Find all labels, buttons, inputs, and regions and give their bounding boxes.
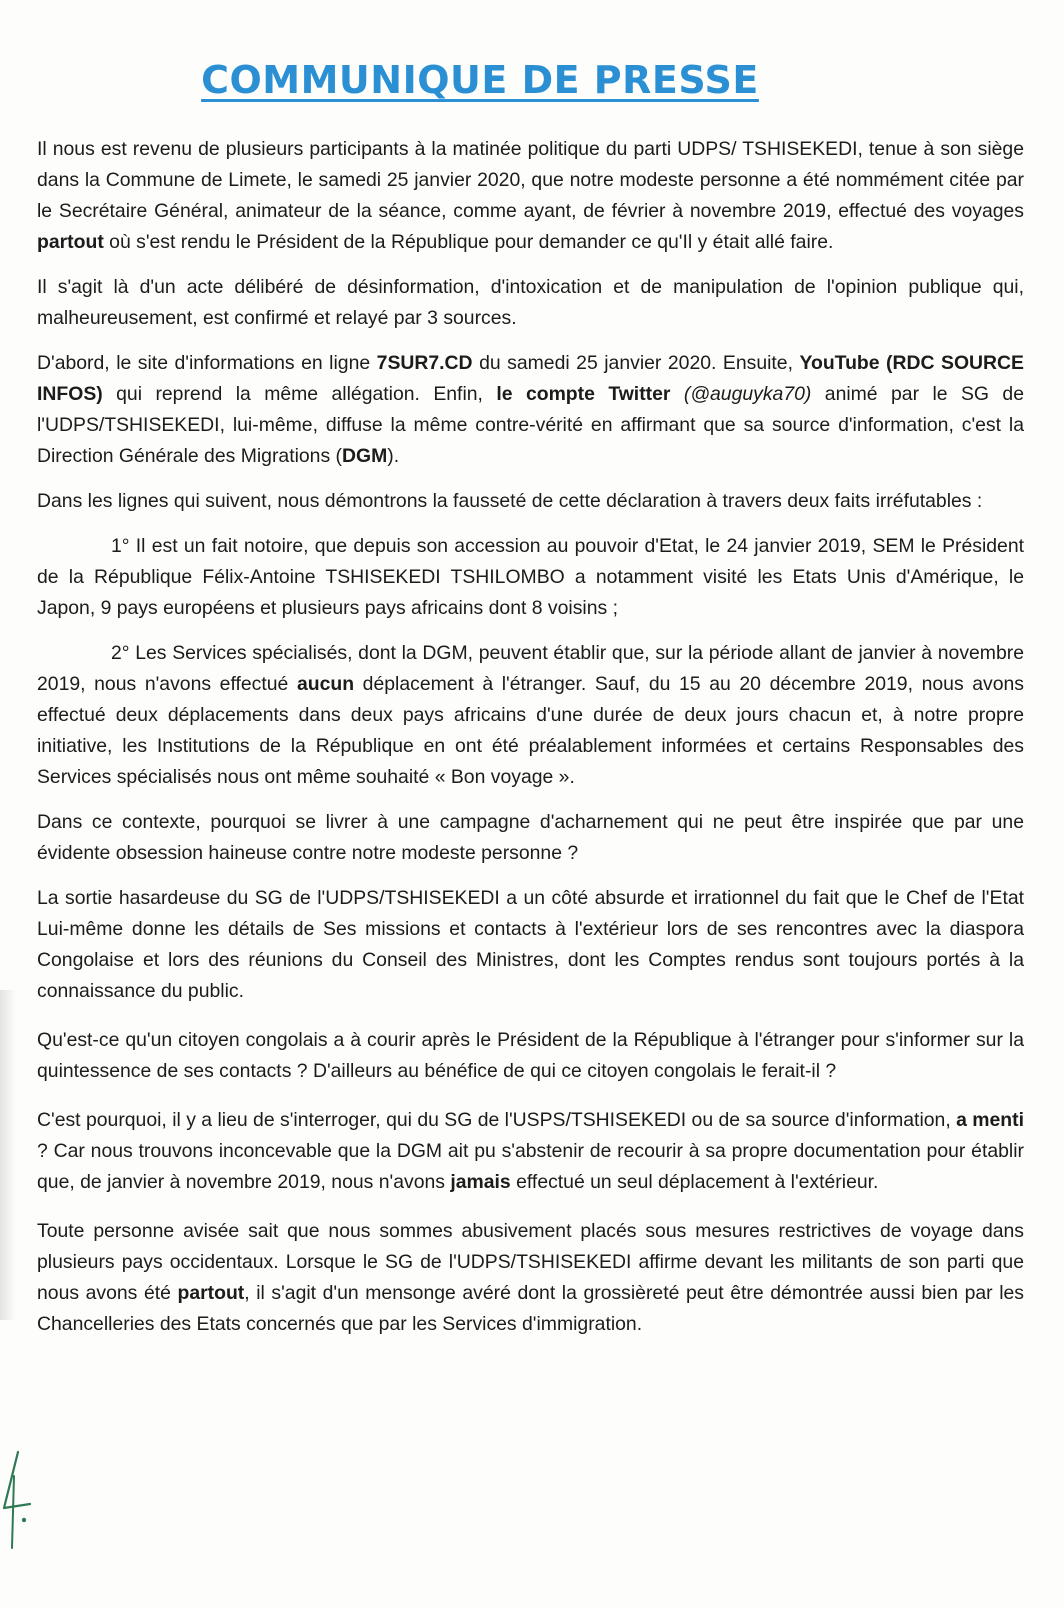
text-run bbox=[670, 383, 683, 405]
bold-run: a menti bbox=[956, 1109, 1024, 1131]
bold-run: aucun bbox=[296, 673, 355, 695]
bold-run: le compte Twitter bbox=[496, 383, 671, 405]
paragraph-7: Dans ce contexte, pourquoi se livrer à une campagne d'acharnement qui ne peut être inspirée que par une évidente obsession haineuse contre notre modeste personne ? bbox=[37, 811, 1024, 864]
paragraph-8: La sortie hasardeuse du SG de l'UDPS/TSHISEKEDI a un côté absurde et irrationnel du fait que le Chef de l'Etat Lui-même donne les détails de Ses missions et contacts à l'extérieur lors de ses rencontres avec la diaspora Congolaise et lors des réunions du Conseil des Ministres, dont les Comptes rendus sont toujours portés à la connaissance du public. bbox=[37, 887, 1024, 1002]
text-run: déplacement à l'étranger. Sauf, du 15 au 20 décembre 2019, nous avons effectué deux déplacements dans deux pays africains d'une durée de deux jours chacun et, à notre propre initiative, les Institutions de la République en ont été préalablement informées et certains Responsables des Services spécialisés nous ont même souhaité « Bon voyage ». bbox=[37, 673, 1025, 788]
text-run: , il s'agit d'un mensonge avéré dont la grossièreté peut être démontrée aussi bien par les Chancelleries des Etats concernés que par les Services d'immigration. bbox=[37, 1282, 1024, 1335]
document-title: COMMUNIQUE DE PRESSE bbox=[201, 58, 759, 102]
italic-run: (@auguyka70) bbox=[683, 383, 812, 405]
text-run: où s'est rendu le Président de la République pour demander ce qu'Il y était allé faire. bbox=[103, 231, 834, 253]
signature-stroke bbox=[4, 1452, 30, 1508]
paragraph-9: Qu'est-ce qu'un citoyen congolais a à courir après le Président de la République à l'étranger pour s'informer sur la quintessence de ses contacts ? D'ailleurs au bénéfice de qui ce citoyen congolais le ferait-il ? bbox=[37, 1029, 1024, 1082]
bold-run: YouTube (RDC SOURCE INFOS) bbox=[37, 352, 1024, 405]
paragraph-11 bbox=[37, 1216, 1024, 1340]
paragraph-6 bbox=[37, 638, 1024, 793]
text-run: qui reprend la même allégation. Enfin, bbox=[102, 383, 497, 405]
bold-run: jamais bbox=[450, 1171, 511, 1193]
bold-run: partout bbox=[37, 231, 104, 253]
text-run: ). bbox=[387, 445, 400, 467]
signature-dot bbox=[22, 1518, 26, 1522]
text-run: du samedi 25 janvier 2020. Ensuite, bbox=[472, 352, 800, 374]
text-run: C'est pourquoi, il y a lieu de s'interroger, qui du SG de l'USPS/TSHISEKEDI ou de sa source d'information, bbox=[37, 1109, 957, 1131]
text-run: animé par le SG de l'UDPS/TSHISEKEDI, lui-même, diffuse la même contre-vérité en affirmant que sa source d'information, c'est la Direction Générale des Migrations ( bbox=[37, 383, 1024, 467]
bold-run: DGM bbox=[342, 445, 388, 467]
text-run: effectué un seul déplacement à l'extérieur. bbox=[510, 1171, 879, 1193]
paragraph-4: Dans les lignes qui suivent, nous démontrons la fausseté de cette déclaration à travers deux faits irréfutables : bbox=[37, 490, 983, 512]
text-run: 2° Les Services spécialisés, dont la DGM, peuvent établir que, sur la période allant de janvier à novembre 2019, nous n'avons effectué bbox=[37, 642, 1024, 695]
text-run: ? Car nous trouvons inconcevable que la DGM ait pu s'abstenir de recourir à sa propre documentation pour établir que, de janvier à novembre 2019, nous n'avons bbox=[37, 1140, 1024, 1193]
text-run: Toute personne avisée sait que nous sommes abusivement placés sous mesures restrictives de voyage dans plusieurs pays occidentaux. Lorsque le SG de l'UDPS/TSHISEKEDI affirme devant les militants de son parti que nous avons été bbox=[37, 1220, 1024, 1304]
paragraph-3 bbox=[37, 348, 1024, 472]
text-run: Il nous est revenu de plusieurs participants à la matinée politique du parti UDPS/ TSHISEKEDI, tenue à son siège dans la Commune de Limete, le samedi 25 janvier 2020, que notre modeste personne a été nommément citée par le Secrétaire Général, animateur de la séance, comme ayant, de février à novembre 2019, effectué des voyages bbox=[37, 138, 1024, 222]
paragraph-2: Il s'agit là d'un acte délibéré de désinformation, d'intoxication et de manipulation de l'opinion publique qui, malheureusement, est confirmé et relayé par 3 sources. bbox=[37, 276, 1024, 329]
signature-mark-icon bbox=[0, 1448, 40, 1558]
bold-run: 7SUR7.CD bbox=[376, 352, 473, 374]
paragraph-10 bbox=[37, 1105, 1024, 1198]
signature-stroke bbox=[12, 1476, 14, 1548]
page-fold-shadow bbox=[0, 990, 16, 1320]
document-body bbox=[37, 134, 1024, 1354]
paragraph-1 bbox=[37, 134, 1024, 258]
paragraph-5: 1° Il est un fait notoire, que depuis son accession au pouvoir d'Etat, le 24 janvier 2019, SEM le Président de la République Félix-Antoine TSHISEKEDI TSHILOMBO a notamment visité les Etats Unis d'Amérique, le Japon, 9 pays européens et plusieurs pays africains dont 8 voisins ; bbox=[37, 535, 1024, 619]
text-run: D'abord, le site d'informations en ligne bbox=[37, 352, 377, 374]
bold-run: partout bbox=[177, 1282, 245, 1304]
